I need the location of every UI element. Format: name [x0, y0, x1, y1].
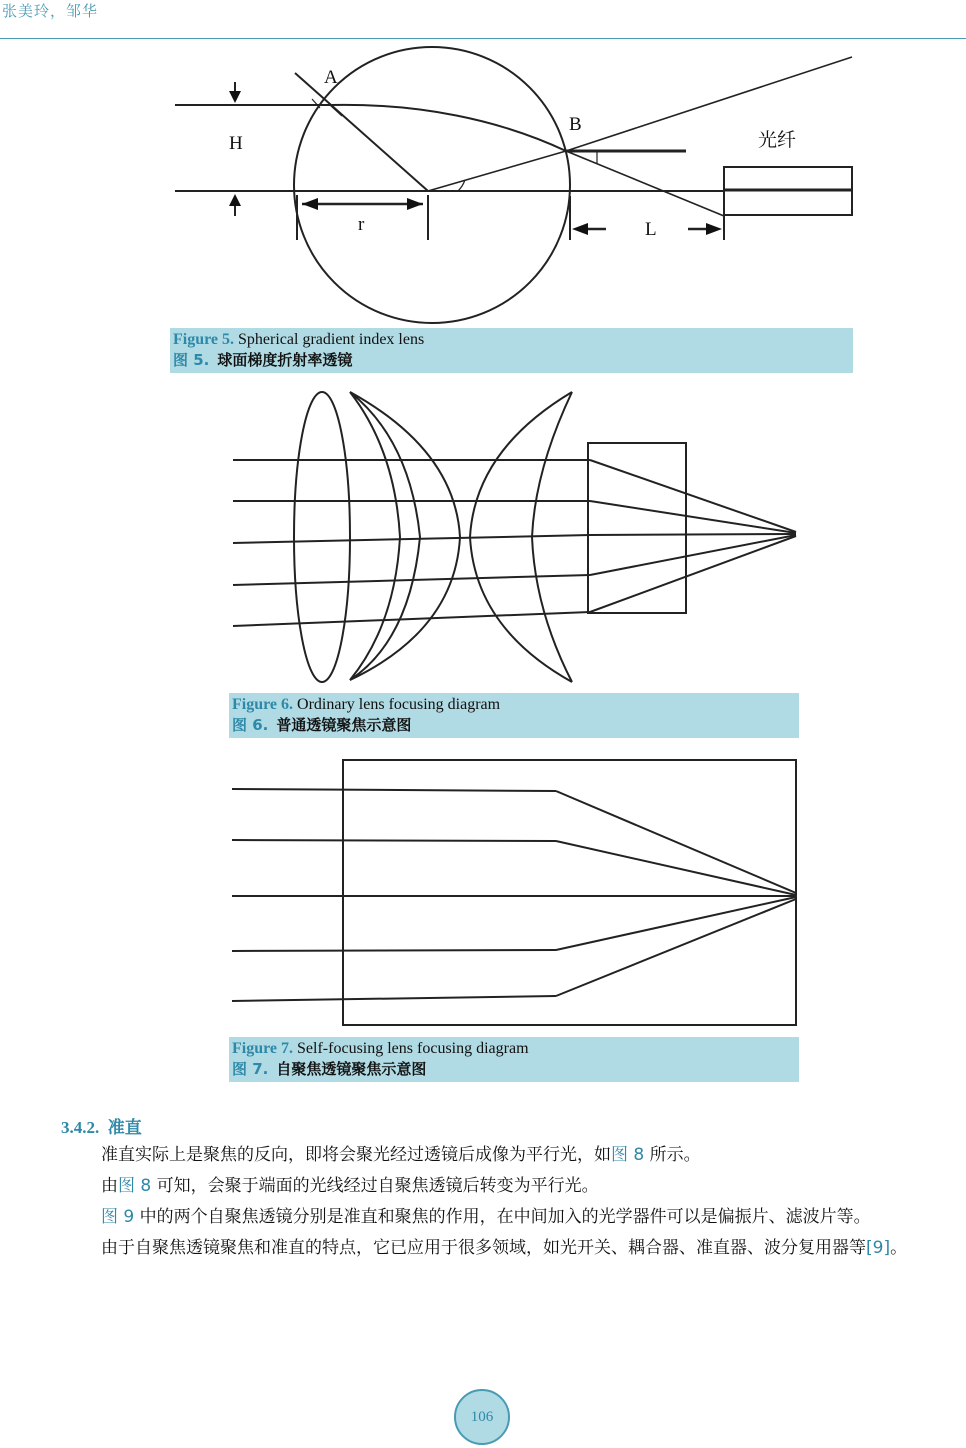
paragraph-1: 准直实际上是聚焦的反向，即将会聚光经过透镜后成像为平行光，如图 8 所示。 [101, 1145, 701, 1165]
section-title: 准直 [107, 1118, 142, 1138]
body-text [61, 1140, 965, 1264]
caption-text-zh: 球面梯度折射率透镜 [217, 351, 353, 369]
paragraph-2: 由图 8 可知，会聚于端面的光线经过自聚焦透镜后转变为平行光。 [101, 1176, 599, 1196]
page-number: 106 [454, 1389, 510, 1445]
figure-8-link[interactable]: 图 8 [118, 1176, 152, 1196]
caption-label-zh: 图 5. [173, 351, 210, 369]
label-b: B [569, 114, 582, 135]
caption-label-en: Figure 5. [173, 331, 235, 348]
caption-label-zh: 图 7. [232, 1060, 269, 1078]
figure-7-caption [229, 1037, 799, 1082]
caption-label-en: Figure 6. [232, 696, 294, 713]
section-number: 3.4.2. [61, 1118, 100, 1137]
caption-label-en: Figure 7. [232, 1040, 294, 1057]
caption-text-zh: 自聚焦透镜聚焦示意图 [276, 1060, 427, 1078]
label-r: r [358, 214, 365, 235]
figure-9-link[interactable]: 图 9 [101, 1207, 135, 1227]
ray-4 [232, 950, 556, 951]
label-l: L [645, 219, 657, 240]
self-focusing-lens [343, 760, 796, 1025]
caption-text-zh: 普通透镜聚焦示意图 [276, 716, 412, 734]
ray-1 [232, 789, 556, 791]
caption-label-zh: 图 6. [232, 716, 269, 734]
label-h: H [229, 133, 243, 154]
ray-5 [232, 996, 556, 1001]
label-a: A [324, 67, 338, 88]
paragraph-4: 由于自聚焦透镜聚焦和准直的特点，它已应用于很多领域，如光开关、耦合器、准直器、波分复用器等[9]。 [101, 1238, 908, 1258]
running-header-authors: 张美玲，邹华 [2, 2, 99, 20]
figure-8-link[interactable]: 图 8 [611, 1145, 645, 1165]
ray-2 [232, 840, 556, 841]
caption-text-en: Spherical gradient index lens [238, 331, 425, 348]
section-heading [61, 1113, 142, 1138]
paragraph-3: 图 9 中的两个自聚焦透镜分别是准直和聚焦的作用，在中间加入的光学器件可以是偏振片、滤波片等。 [101, 1207, 871, 1227]
citation-link[interactable]: [9] [866, 1238, 891, 1258]
caption-text-en: Self-focusing lens focusing diagram [297, 1040, 529, 1057]
caption-text-en: Ordinary lens focusing diagram [297, 696, 501, 713]
label-fiber: 光纤 [758, 129, 797, 151]
